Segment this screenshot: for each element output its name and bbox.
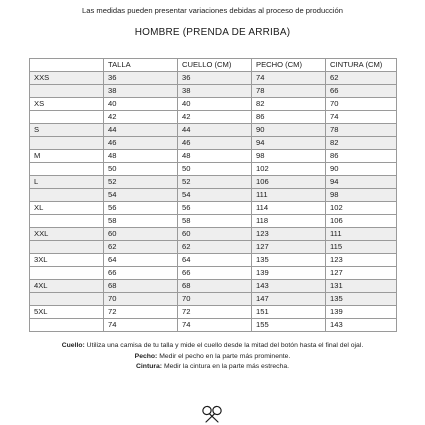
cell-size-label: XL <box>30 202 104 215</box>
table-row <box>30 124 397 137</box>
cell-pecho: 82 <box>252 98 326 111</box>
cell-size-label <box>30 319 104 332</box>
note-cintura <box>0 362 425 373</box>
cell-cintura: 123 <box>326 254 397 267</box>
table-row <box>30 215 397 228</box>
table-row <box>30 111 397 124</box>
cell-pecho: 90 <box>252 124 326 137</box>
note-pecho-text: Medir el pecho en la parte más prominente. <box>157 352 291 360</box>
cell-pecho: 114 <box>252 202 326 215</box>
size-chart-table <box>29 58 397 332</box>
cell-pecho: 74 <box>252 72 326 85</box>
cell-talla: 68 <box>104 280 178 293</box>
cell-size-label <box>30 137 104 150</box>
cell-cuello: 54 <box>178 189 252 202</box>
cell-cuello: 42 <box>178 111 252 124</box>
cell-cuello: 58 <box>178 215 252 228</box>
cell-pecho: 139 <box>252 267 326 280</box>
table-row <box>30 163 397 176</box>
note-cintura-label: Cintura: <box>136 363 163 370</box>
cell-cuello: 38 <box>178 85 252 98</box>
cell-cuello: 70 <box>178 293 252 306</box>
table-row <box>30 98 397 111</box>
cell-talla: 66 <box>104 267 178 280</box>
cell-talla: 58 <box>104 215 178 228</box>
header-cintura: CINTURA (CM) <box>326 59 397 72</box>
cell-talla: 48 <box>104 150 178 163</box>
cell-size-label: 4XL <box>30 280 104 293</box>
cell-size-label: M <box>30 150 104 163</box>
cell-cintura: 115 <box>326 241 397 254</box>
cell-cuello: 72 <box>178 306 252 319</box>
header-cuello: CUELLO (CM) <box>178 59 252 72</box>
note-pecho-label: Pecho: <box>134 352 158 360</box>
table-row <box>30 241 397 254</box>
cell-talla: 64 <box>104 254 178 267</box>
cell-cintura: 131 <box>326 280 397 293</box>
table-row <box>30 306 397 319</box>
cell-pecho: 127 <box>252 241 326 254</box>
cell-cintura: 90 <box>326 163 397 176</box>
cell-cintura: 127 <box>326 267 397 280</box>
cell-talla: 38 <box>104 85 178 98</box>
cell-cuello: 44 <box>178 124 252 137</box>
cell-talla: 40 <box>104 98 178 111</box>
cell-size-label: 3XL <box>30 254 104 267</box>
cell-cintura: 139 <box>326 306 397 319</box>
cell-pecho: 98 <box>252 150 326 163</box>
cell-size-label <box>30 163 104 176</box>
table-row <box>30 228 397 241</box>
cell-talla: 42 <box>104 111 178 124</box>
cell-size-label: XXL <box>30 228 104 241</box>
cell-cuello: 48 <box>178 150 252 163</box>
cell-talla: 44 <box>104 124 178 137</box>
cell-pecho: 151 <box>252 306 326 319</box>
cell-pecho: 102 <box>252 163 326 176</box>
disclaimer-text: Las medidas pueden presentar variaciones debidas al proceso de producción <box>82 6 343 15</box>
cell-size-label: XS <box>30 98 104 111</box>
cell-pecho: 147 <box>252 293 326 306</box>
cell-talla: 56 <box>104 202 178 215</box>
cell-cintura: 74 <box>326 111 397 124</box>
note-cuello-text: Utiliza una camisa de tu talla y mide el cuello desde la mitad del botón hasta el final del ojal. <box>84 342 364 349</box>
cell-cuello: 68 <box>178 280 252 293</box>
note-cuello <box>0 341 425 352</box>
cell-size-label <box>30 267 104 280</box>
cell-cintura: 86 <box>326 150 397 163</box>
cell-cuello: 50 <box>178 163 252 176</box>
table-row <box>30 280 397 293</box>
note-cintura-text: Medir la cintura en la parte más estrecha. <box>162 363 289 370</box>
cell-cintura: 78 <box>326 124 397 137</box>
cell-size-label <box>30 215 104 228</box>
cell-pecho: 118 <box>252 215 326 228</box>
cell-talla: 36 <box>104 72 178 85</box>
cell-size-label <box>30 111 104 124</box>
cell-talla: 54 <box>104 189 178 202</box>
cell-talla: 46 <box>104 137 178 150</box>
cell-size-label <box>30 241 104 254</box>
cell-talla: 60 <box>104 228 178 241</box>
cell-cintura: 111 <box>326 228 397 241</box>
header-talla: TALLA <box>104 59 178 72</box>
cell-size-label <box>30 85 104 98</box>
table-row <box>30 85 397 98</box>
cell-cintura: 135 <box>326 293 397 306</box>
cell-cintura: 62 <box>326 72 397 85</box>
table-row <box>30 72 397 85</box>
table-row <box>30 293 397 306</box>
cell-size-label: L <box>30 176 104 189</box>
cell-talla: 50 <box>104 163 178 176</box>
cell-size-label <box>30 189 104 202</box>
note-pecho <box>0 352 425 363</box>
page-title: HOMBRE (PRENDA DE ARRIBA) <box>134 27 291 38</box>
cell-talla: 52 <box>104 176 178 189</box>
cell-size-label: XXS <box>30 72 104 85</box>
cell-pecho: 155 <box>252 319 326 332</box>
cell-size-label: 5XL <box>30 306 104 319</box>
header-size-label <box>30 59 104 72</box>
table-row <box>30 150 397 163</box>
cell-cuello: 60 <box>178 228 252 241</box>
table-row <box>30 254 397 267</box>
cell-size-label <box>30 293 104 306</box>
cell-cintura: 102 <box>326 202 397 215</box>
cell-cuello: 40 <box>178 98 252 111</box>
cell-talla: 62 <box>104 241 178 254</box>
table-row <box>30 267 397 280</box>
header-pecho: PECHO (CM) <box>252 59 326 72</box>
cell-cuello: 52 <box>178 176 252 189</box>
cell-size-label: S <box>30 124 104 137</box>
cell-cintura: 70 <box>326 98 397 111</box>
measurement-notes <box>0 341 425 373</box>
cell-pecho: 123 <box>252 228 326 241</box>
cell-talla: 70 <box>104 293 178 306</box>
cell-pecho: 111 <box>252 189 326 202</box>
table-row <box>30 189 397 202</box>
cell-cuello: 62 <box>178 241 252 254</box>
cell-cuello: 66 <box>178 267 252 280</box>
table-row <box>30 137 397 150</box>
cell-pecho: 86 <box>252 111 326 124</box>
table-header-row <box>30 59 397 72</box>
crossed-rackets-logo-icon <box>199 405 225 423</box>
cell-cuello: 46 <box>178 137 252 150</box>
cell-cintura: 98 <box>326 189 397 202</box>
cell-talla: 74 <box>104 319 178 332</box>
table-row <box>30 202 397 215</box>
table-row <box>30 176 397 189</box>
cell-cintura: 143 <box>326 319 397 332</box>
cell-cuello: 36 <box>178 72 252 85</box>
cell-pecho: 94 <box>252 137 326 150</box>
cell-cintura: 82 <box>326 137 397 150</box>
cell-pecho: 78 <box>252 85 326 98</box>
cell-pecho: 135 <box>252 254 326 267</box>
table-row <box>30 319 397 332</box>
cell-cuello: 64 <box>178 254 252 267</box>
cell-cuello: 56 <box>178 202 252 215</box>
cell-cintura: 106 <box>326 215 397 228</box>
cell-pecho: 106 <box>252 176 326 189</box>
cell-pecho: 143 <box>252 280 326 293</box>
cell-cintura: 66 <box>326 85 397 98</box>
cell-talla: 72 <box>104 306 178 319</box>
cell-cuello: 74 <box>178 319 252 332</box>
cell-cintura: 94 <box>326 176 397 189</box>
note-cuello-label: Cuello: <box>61 342 85 349</box>
